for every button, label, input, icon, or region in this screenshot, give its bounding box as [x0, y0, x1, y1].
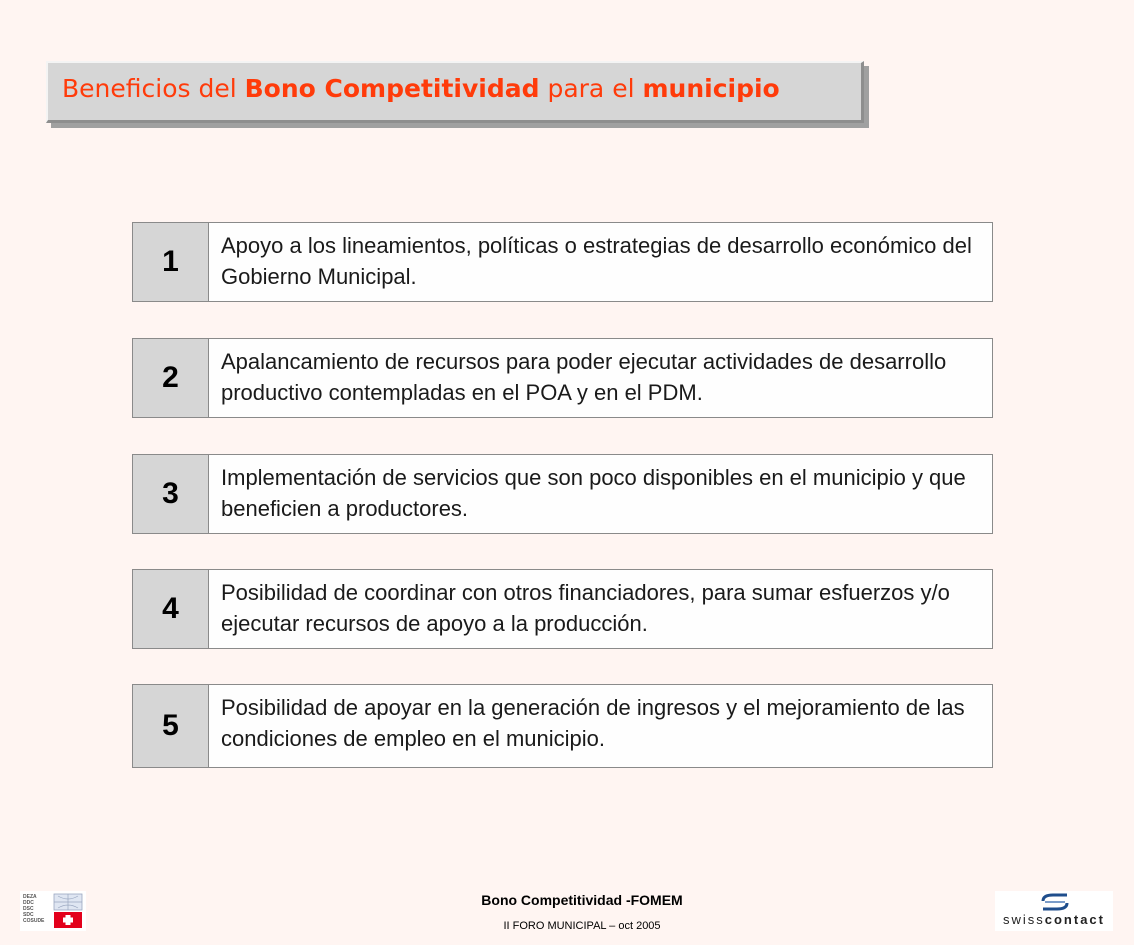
title-part-1: Beneficios del [62, 74, 245, 103]
cosude-logo [20, 891, 86, 931]
swisscontact-icon [995, 891, 1113, 911]
footer-subtitle: II FORO MUNICIPAL – oct 2005 [503, 920, 661, 932]
benefit-text: Apalancamiento de recursos para poder ejecutar actividades de desarrollo productivo contempladas en el POA y en el PDM. [221, 349, 947, 405]
wordmark-part-1: swiss [1002, 912, 1045, 927]
benefit-text: Posibilidad de apoyar en la generación de ingresos y el mejoramiento de las condiciones de empleo en el municipio. [221, 695, 965, 751]
logo-line: COSUDE [23, 918, 45, 924]
benefit-number: 3 [133, 455, 209, 533]
benefit-number: 1 [133, 223, 209, 301]
title-banner [46, 61, 864, 123]
benefit-text: Apoyo a los lineamientos, políticas o estrategias de desarrollo económico del Gobierno Municipal. [221, 233, 972, 289]
benefit-item [132, 454, 993, 534]
logo-line: DDC [23, 900, 34, 906]
logo-line: DEZA [23, 894, 37, 900]
swisscontact-logo [995, 891, 1113, 931]
benefit-item [132, 569, 993, 649]
title-bold-1: Bono Competitividad [244, 74, 540, 103]
benefit-text: Posibilidad de coordinar con otros financiadores, para sumar esfuerzos y/o ejecutar recursos de apoyo a la producción. [221, 580, 950, 636]
benefit-text: Implementación de servicios que son poco disponibles en el municipio y que beneficien a productores. [221, 465, 966, 521]
logo-line: DSC [23, 906, 34, 912]
title-bold-2: municipio [642, 74, 780, 103]
benefit-number: 4 [133, 570, 209, 648]
swisscontact-wordmark [995, 912, 1113, 927]
footer-title: Bono Competitividad -FOMEM [481, 892, 683, 908]
benefit-item [132, 222, 993, 302]
logo-line: SDC [23, 912, 34, 918]
wordmark-part-2: contact [1044, 912, 1105, 927]
benefit-item [132, 338, 993, 418]
benefit-item [132, 684, 993, 768]
benefit-number: 2 [133, 339, 209, 417]
benefit-number: 5 [133, 685, 209, 767]
page-title [62, 74, 780, 103]
title-part-2: para el [539, 74, 643, 103]
